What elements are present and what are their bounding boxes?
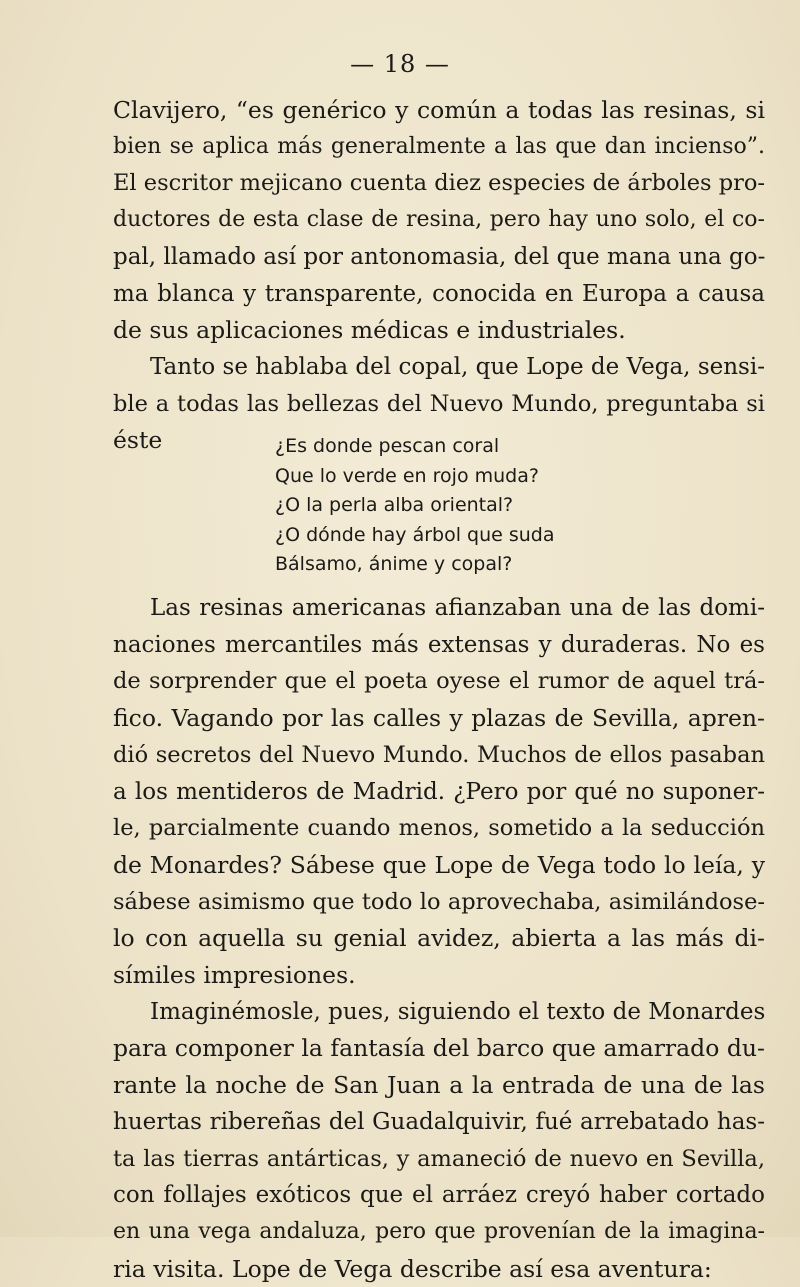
text-line: a los mentideros de Madrid. ¿Pero por qué no suponer- xyxy=(113,778,765,805)
text-line: de sorprender que el poeta oyese el rumor de aquel trá- xyxy=(113,668,765,695)
text-line: naciones mercantiles más extensas y duraderas. No es xyxy=(113,631,765,658)
text-line: bien se aplica más generalmente a las que dan incienso”. xyxy=(113,133,765,159)
verse-line: ¿O la perla alba oriental? xyxy=(275,494,514,516)
text-line: sábese asimismo que todo lo aprovechaba, asimilándose- xyxy=(113,888,765,915)
text-line: éste xyxy=(113,426,163,455)
text-line: pal, llamado así por antonomasia, del que mana una go- xyxy=(113,243,766,270)
text-line: ma blanca y transparente, conocida en Europa a causa xyxy=(113,280,765,307)
text-line: El escritor mejicano cuenta diez especies de árboles pro- xyxy=(113,170,766,197)
verse-line: Que lo verde en rojo muda? xyxy=(275,464,539,487)
text-line: rante la noche de San Juan a la entrada de una de las xyxy=(113,1071,765,1100)
text-line: Las resinas americanas afianzaban una de las domi- xyxy=(150,595,765,621)
text-line: en una vega andaluza, pero que provenían de la imagina- xyxy=(113,1218,765,1244)
text-line: lo con aquella su genial avidez, abierta a las más di- xyxy=(113,924,765,953)
text-line: ria visita. Lope de Vega describe así esa aventura: xyxy=(113,1254,712,1283)
text-line: de Monardes? Sábese que Lope de Vega todo lo leía, y xyxy=(113,850,765,879)
text-line: ductores de esta clase de resina, pero hay uno solo, el co- xyxy=(113,207,765,233)
text-line: dió secretos del Nuevo Mundo. Muchos de ellos pasaban xyxy=(113,741,765,768)
paragraph-1 xyxy=(113,92,765,349)
text-line: ble a todas las bellezas del Nuevo Mundo, preguntaba si xyxy=(113,390,765,417)
text-line: fico. Vagando por las calles y plazas de Sevilla, apren- xyxy=(113,704,765,733)
text-line: Imaginémosle, pues, siguiendo el texto de Monardes xyxy=(150,998,766,1025)
text-line: le, parcialmente cuando menos, sometido a la seducción xyxy=(113,815,765,842)
text-line: con follajes exóticos que el arráez creyó haber cortado xyxy=(113,1182,765,1209)
verse-line: Bálsamo, ánime y copal? xyxy=(275,553,513,575)
page-number: — 18 — xyxy=(350,50,450,78)
verse-quote xyxy=(275,432,655,580)
verse-line: ¿Es donde pescan coral xyxy=(275,435,500,457)
text-line: Clavijero, “es genérico y común a todas las resinas, si xyxy=(113,96,765,124)
text-line: de sus aplicaciones médicas e industriales. xyxy=(113,316,626,345)
text-line: símiles impresiones. xyxy=(113,961,356,990)
text-block-bottom xyxy=(113,590,765,1287)
verse-line: ¿O dónde hay árbol que suda xyxy=(275,523,555,546)
paragraph-4 xyxy=(113,994,765,1287)
text-block-top xyxy=(113,92,765,459)
text-line: ta las tierras antárticas, y amaneció de nuevo en Sevilla, xyxy=(113,1145,765,1172)
paragraph-3 xyxy=(113,590,765,994)
text-line: Tanto se hablaba del copal, que Lope de Vega, sensi- xyxy=(150,353,765,380)
text-line: huertas ribereñas del Guadalquivir, fué arrebatado has- xyxy=(113,1108,765,1135)
text-line: para componer la fantasía del barco que amarrado du- xyxy=(113,1034,765,1063)
